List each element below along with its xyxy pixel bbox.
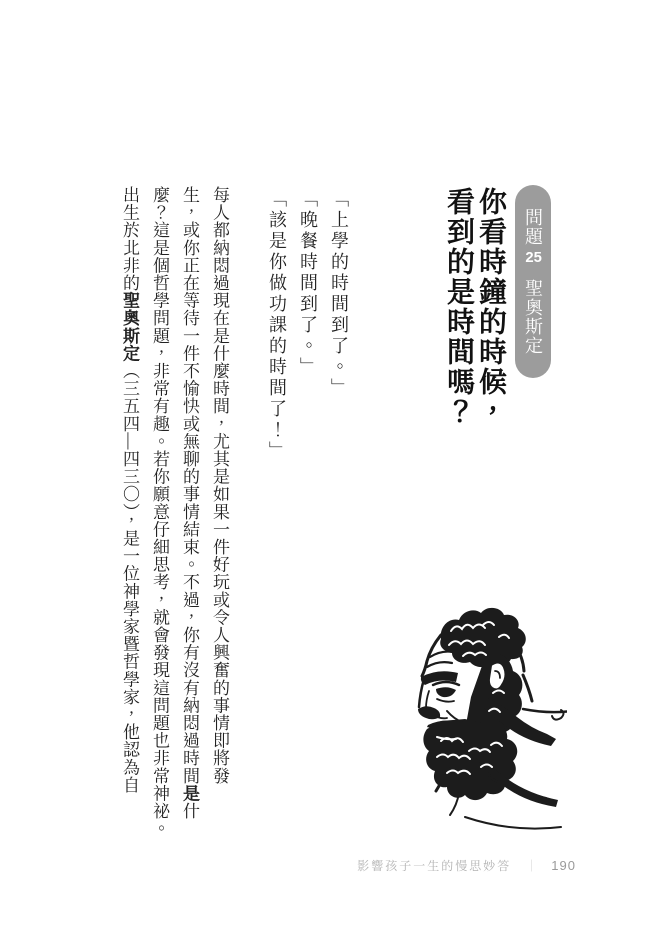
body-column-1: 每人都納悶過現在是什麼時間，尤其是如果一件好玩或令人興奮的事情即將發	[210, 186, 229, 785]
footer-book-title: 影響孩子一生的慢思妙答	[357, 859, 512, 873]
chapter-title-line-1: 你看時鐘的時候，	[476, 187, 507, 427]
chapter-badge	[515, 185, 551, 378]
page-footer	[357, 857, 576, 874]
body-column-2-text: 生，或你正在等待一件不愉快或無聊的事情結束。不過，你有沒有納悶過時間	[180, 186, 199, 785]
dialogue-quotes	[261, 189, 354, 462]
chapter-title-line-2: 看到的是時間嗎？	[444, 187, 475, 427]
body-column-3: 麼？這是個哲學問題，非常有趣。若你願意仔細思考，就會發現這問題也非常神祕。	[150, 186, 169, 838]
quote-line-2: 「晚餐時間到了。」	[298, 189, 318, 378]
quote-line-1: 「上學的時間到了。」	[329, 189, 349, 399]
body-column-4	[114, 186, 144, 837]
body-column-2	[174, 186, 204, 837]
body-column-2-tail: 什	[180, 802, 199, 820]
augustine-portrait-illustration	[385, 601, 567, 833]
footer-page-number: 190	[551, 858, 576, 873]
body-text	[114, 186, 234, 837]
emphasis-augustine-name: 聖奧斯定	[120, 291, 139, 363]
chapter-number: 25	[525, 250, 542, 265]
body-column-4-text: 出生於北非的	[120, 186, 139, 292]
chapter-title	[443, 187, 507, 427]
chapter-badge-label: 問題	[523, 208, 543, 246]
chapter-philosopher-name: 聖奧斯定	[523, 279, 543, 355]
quote-line-3: 「該是你做功課的時間了！」	[267, 189, 287, 462]
emphasis-shi: 是	[180, 784, 199, 803]
footer-separator: ｜	[525, 859, 538, 873]
augustine-portrait-svg	[385, 601, 567, 833]
body-column-4-tail: （三五四—四三〇），是一位神學家暨哲學家，他認為自	[120, 362, 139, 794]
